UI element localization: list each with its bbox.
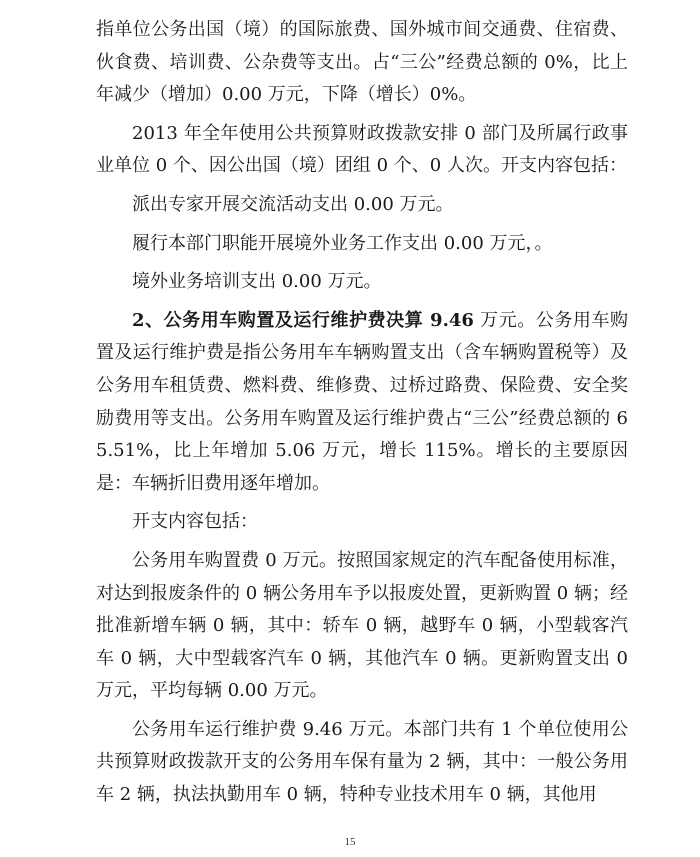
paragraph-overseas-business: 履行本部门职能开展境外业务工作支出 0.00 万元，。 xyxy=(132,232,553,254)
paragraph-vehicle-expense: 2、公务用车购置及运行维护费决算 9.46 万元。公务用车购置及运行维护费是指公务用车车辆购置支出（含车辆购置税等）及公务用车租赁费、燃料费、维修费、过桥过路费、保险费、安全奖励费用等支出。公务用车购置及运行维护费占“三公”经费总额的 65.51%，比上年增加 5.06 万元，增长 115%。增长的主要原因是：车辆折旧费用逐年增加。 xyxy=(96,309,628,494)
paragraph-outbound-expense-continued: 指单位公务出国（境）的国际旅费、国外城市间交通费、住宿费、伙食费、培训费、公杂费等支出。占“三公”经费总额的 0%，比上年减少（增加）0.00 万元，下降（增长）0%。 xyxy=(96,19,628,106)
document-body xyxy=(96,14,628,812)
paragraph-vehicle-purchase: 公务用车购置费 0 万元。按照国家规定的汽车配备使用标准，对达到报废条件的 0 辆公务用车予以报废处置，更新购置 0 辆；经批准新增车辆 0 辆，其中：轿车 0 辆，越野车 0 辆，小型载客汽车 0 辆，大中型载客汽车 0 辆，其他汽车 0 辆。更新购置支出 0 万元，平均每辆 0.00 万元。 xyxy=(96,549,628,702)
paragraph-vehicle-maintenance: 公务用车运行维护费 9.46 万元。本部门共有 1 个单位使用公共预算财政拨款开支的公务用车保有量为 2 辆，其中：一般公务用车 2 辆，执法执勤用车 0 辆，特种专业技术用车 0 辆，其他用 xyxy=(96,718,628,806)
paragraph-expense-content-heading: 开支内容包括： xyxy=(132,511,258,533)
paragraph-outbound-summary: 2013 年全年使用公共预算财政拨款安排 0 部门及所属行政事业单位 0 个、因公出国（境）团组 0 个、0 人次。开支内容包括： xyxy=(96,122,628,177)
paragraph-overseas-training: 境外业务培训支出 0.00 万元。 xyxy=(132,271,382,293)
page-number: 15 xyxy=(344,836,356,848)
paragraph-expert-exchange: 派出专家开展交流活动支出 0.00 万元。 xyxy=(132,193,454,215)
